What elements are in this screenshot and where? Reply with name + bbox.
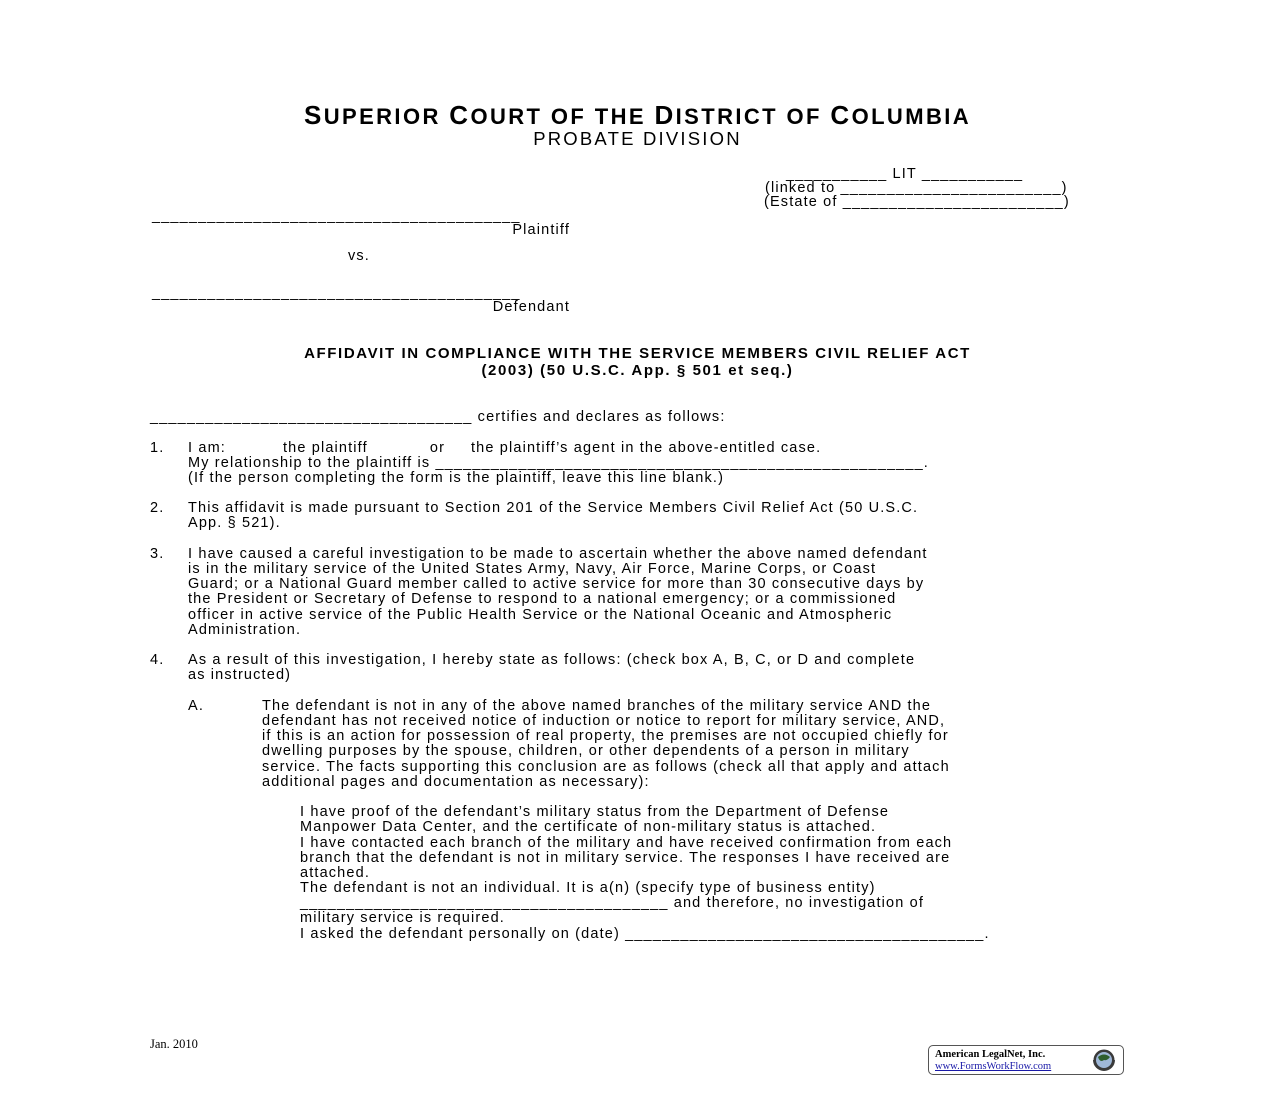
- court-title-part: UPERIOR: [323, 104, 450, 129]
- plaintiff-blank: ________________________________________: [152, 208, 521, 224]
- court-title-part: OURT OF THE: [470, 104, 655, 129]
- vs-label: vs.: [348, 248, 370, 264]
- business-entity-option: The defendant is not an individual. It is a(n) (specify type of business entity): [300, 880, 876, 896]
- defendant-label: Defendant: [492, 299, 570, 315]
- branch-contact-option-cont: branch that the defendant is not in military service. The responses I have received are: [300, 850, 951, 866]
- business-entity-option-cont: ________________________________________ and therefore, no investigation of: [300, 895, 925, 911]
- court-title: [0, 100, 1275, 131]
- division-title: PROBATE DIVISION: [533, 128, 742, 149]
- option-a-line: service. The facts supporting this conclusion are as follows (check all that apply and attach: [262, 759, 950, 775]
- option-a-line: The defendant is not in any of the above named branches of the military service AND the: [262, 698, 932, 714]
- option-a-line: additional pages and documentation as necessary):: [262, 774, 650, 790]
- item-1-line: I am: the plaintiff or the plaintiff’s agent in the above-entitled case.: [188, 440, 822, 456]
- item-3-line: Guard; or a National Guard member called to active service for more than 30 consecutive days by: [188, 576, 925, 592]
- affidavit-title-line1: AFFIDAVIT IN COMPLIANCE WITH THE SERVICE MEMBERS CIVIL RELIEF ACT: [304, 345, 971, 362]
- court-initial-c: C: [830, 100, 852, 130]
- item-2-number: 2.: [150, 500, 165, 516]
- affidavit-title-line2: (2003) (50 U.S.C. App. § 501 et seq.): [481, 362, 794, 379]
- option-a-letter: A.: [188, 698, 204, 714]
- court-initial-d: D: [654, 100, 676, 130]
- court-title-part: ISTRICT OF: [675, 104, 831, 129]
- item-3-line: Administration.: [188, 622, 302, 638]
- option-a-line: defendant has not received notice of induction or notice to report for military service, AND,: [262, 713, 946, 729]
- item-3-line: I have caused a careful investigation to be made to ascertain whether the above named defendant: [188, 546, 928, 562]
- plaintiff-label: Plaintiff: [512, 222, 570, 238]
- option-a-line: dwelling purposes by the spouse, children, or other dependents of a person in military: [262, 743, 910, 759]
- item-3-line: is in the military service of the United States Army, Navy, Air Force, Marine Corps, or Coast: [188, 561, 877, 577]
- item-4-line: as instructed): [188, 667, 292, 683]
- publisher-name: American LegalNet, Inc.: [935, 1049, 1046, 1060]
- court-title-part: OLUMBIA: [851, 104, 972, 129]
- estate-of-field: (Estate of ________________________): [764, 194, 1070, 210]
- court-initial-c: C: [449, 100, 471, 130]
- globe-icon: [1087, 1047, 1121, 1073]
- court-initial-s: S: [303, 100, 324, 130]
- item-1-line: (If the person completing the form is the plaintiff, leave this line blank.): [188, 470, 725, 486]
- item-2-line: App. § 521).: [188, 515, 281, 531]
- item-3-line: officer in active service of the Public Health Service or the National Oceanic and Atmospheric: [188, 607, 893, 623]
- publisher-logo: [928, 1045, 1124, 1075]
- dmdc-proof-option: I have proof of the defendant’s military status from the Department of Defense: [300, 804, 890, 820]
- defendant-blank: ________________________________________: [152, 285, 521, 301]
- lit-number-field: ___________ LIT ___________: [786, 166, 1024, 182]
- item-4-number: 4.: [150, 652, 165, 668]
- dmdc-proof-option-cont: Manpower Data Center, and the certificate of non-military status is attached.: [300, 819, 877, 835]
- item-1-number: 1.: [150, 440, 165, 456]
- certifies-line: ___________________________________ certifies and declares as follows:: [150, 409, 726, 425]
- item-3-number: 3.: [150, 546, 165, 562]
- publisher-url-link[interactable]: www.FormsWorkFlow.com: [935, 1061, 1052, 1072]
- branch-contact-option-cont: attached.: [300, 865, 371, 881]
- business-entity-option-cont: military service is required.: [300, 910, 505, 926]
- branch-contact-option: I have contacted each branch of the military and have received confirmation from each: [300, 835, 953, 851]
- item-2-line: This affidavit is made pursuant to Section 201 of the Service Members Civil Relief Act (50 U.S.C.: [188, 500, 919, 516]
- asked-defendant-option: I asked the defendant personally on (date) _______________________________________.: [300, 926, 990, 942]
- item-3-line: the President or Secretary of Defense to respond to a national emergency; or a commissioned: [188, 591, 897, 607]
- item-4-line: As a result of this investigation, I hereby state as follows: (check box A, B, C, or D and complete: [188, 652, 916, 668]
- form-date: Jan. 2010: [150, 1037, 198, 1051]
- linked-to-field: (linked to ________________________): [765, 180, 1068, 196]
- option-a-line: if this is an action for possession of real property, the premises are not occupied chiefly for: [262, 728, 949, 744]
- item-1-line: My relationship to the plaintiff is _____________________________________________________.: [188, 455, 929, 471]
